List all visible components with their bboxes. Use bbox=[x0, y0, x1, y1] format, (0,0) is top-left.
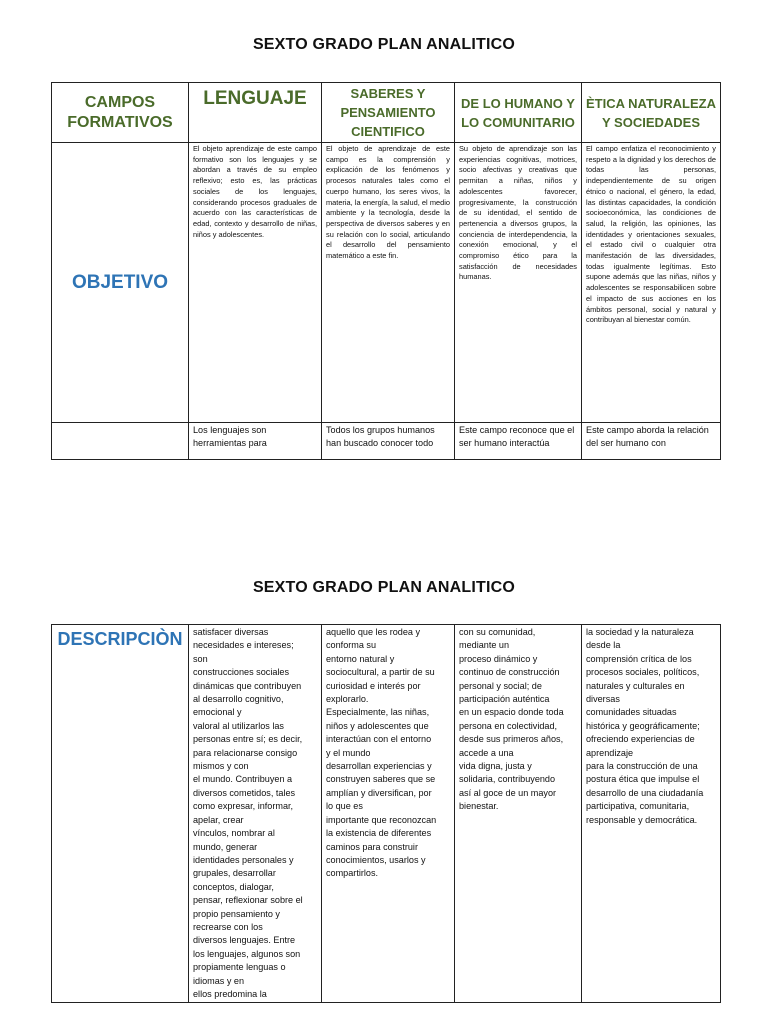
descripcion-start-humano: Este campo reconoce que el ser humano interactúa bbox=[455, 423, 582, 460]
row-label-objetivo: OBJETIVO bbox=[52, 143, 189, 423]
plan-table-bottom bbox=[51, 624, 721, 1003]
objetivo-saberes: El objeto de aprendizaje de este campo es la comprensión y explicación de los fenómenos y procesos naturales tales como el cuerpo humano, los seres vivos, la materia, la energía, la salud, el medio ambiente y la tecnología, desde la perspectiva de diversos saberes y en su relación con lo social, articulando el desarrollo del pensamiento matemático a este fin. bbox=[322, 143, 455, 423]
header-humano: DE LO HUMANO Y LO COMUNITARIO bbox=[455, 83, 582, 143]
objetivo-row bbox=[52, 143, 721, 423]
header-campos-formativos: CAMPOS FORMATIVOS bbox=[52, 83, 189, 143]
descripcion-saberes: aquello que les rodea y conforma su entorno natural y sociocultural, a partir de su curiosidad e interés por explorarlo. Especialmente, las niñas, niños y adolescentes que interactúan con el entorno y el mundo desarrollan experiencias y construyen saberes que se amplían y diversifican, por lo que es importante que reconozcan la existencia de diferentes caminos para construir conocimientos, usarlos y compartirlos. bbox=[322, 625, 455, 1003]
descripcion-start-row bbox=[52, 423, 721, 460]
row-label-descripcion: DESCRIPCIÒN bbox=[52, 625, 189, 1003]
descripcion-row bbox=[52, 625, 721, 1003]
header-row bbox=[52, 83, 721, 143]
header-saberes: SABERES Y PENSAMIENTO CIENTIFICO bbox=[322, 83, 455, 143]
objetivo-etica: El campo enfatiza el reconocimiento y respeto a la dignidad y los derechos de todas las personas, independientemente de su origen étnico o nacional, el género, la edad, las distintas capacidades, la condición socioeconómica, las condiciones de salud, la religión, las opiniones, las identidades y orientaciones sexuales, el estado civil o cualquier otra manifestación de las diversidades, todas igualmente legítimas. Esto supone además que las niñas, niños y adolescentes se responsabilicen sobre el impacto de sus acciones en los ámbitos personal, social y natural y contribuyan al bienestar común. bbox=[582, 143, 721, 423]
header-etica: ÈTICA NATURALEZA Y SOCIEDADES bbox=[582, 83, 721, 143]
descripcion-etica: la sociedad y la naturaleza desde la comprensión crítica de los procesos sociales, políticos, naturales y culturales en diversas comunidades situadas histórica y geográficamente; ofreciendo experiencias de aprendizaje para la construcción de una postura ética que impulse el desarrollo de una ciudadanía participativa, comunitaria, responsable y democrática. bbox=[582, 625, 721, 1003]
descripcion-start-lenguaje: Los lenguajes son herramientas para bbox=[189, 423, 322, 460]
descripcion-start-saberes: Todos los grupos humanos han buscado conocer todo bbox=[322, 423, 455, 460]
descripcion-lenguaje: satisfacer diversas necesidades e intereses; son construcciones sociales dinámicas que contribuyen al desarrollo cognitivo, emocional y valoral al utilizarlos las personas entre sí; es decir, para relacionarse consigo mismos y con el mundo. Contribuyen a diversos cometidos, tales como expresar, informar, apelar, crear vínculos, nombrar al mundo, generar identidades personales y grupales, desarrollar conceptos, dialogar, pensar, reflexionar sobre el propio pensamiento y recrearse con los diversos lenguajes. Entre los lenguajes, algunos son propiamente lenguas o idiomas y en ellos predomina la bbox=[189, 625, 322, 1003]
plan-table-top bbox=[51, 82, 721, 460]
page-title-2: SEXTO GRADO PLAN ANALITICO bbox=[252, 579, 516, 596]
objetivo-lenguaje: El objeto aprendizaje de este campo formativo son los lenguajes y se abordan a través de su empleo reflexivo; esto es, las prácticas sociales de los lenguajes, considerando procesos graduales de acuerdo con las características de edad, contexto y desarrollo de niñas, niños y adolescentes. bbox=[189, 143, 322, 423]
descripcion-start-etica: Este campo aborda la relación del ser humano con bbox=[582, 423, 721, 460]
objetivo-humano: Su objeto de aprendizaje son las experiencias cognitivas, motrices, socio afectivas y creativas que permitan a niñas, niños y adolescentes favorecer, progresivamente, la construcción de su identidad, el sentido de pertenencia a diversos grupos, la conciencia de interdependencia, la conexión emocional, y el compromiso ético para la satisfacción de necesidades humanas. bbox=[455, 143, 582, 423]
row-label-empty bbox=[52, 423, 189, 460]
header-lenguaje: LENGUAJE bbox=[189, 83, 322, 143]
descripcion-humano: con su comunidad, mediante un proceso dinámico y continuo de construcción personal y social; de participación auténtica en un espacio donde toda persona en colectividad, desde sus primeros años, accede a una vida digna, justa y solidaria, contribuyendo así al goce de un mayor bienestar. bbox=[455, 625, 582, 1003]
page-title: SEXTO GRADO PLAN ANALITICO bbox=[252, 36, 516, 53]
